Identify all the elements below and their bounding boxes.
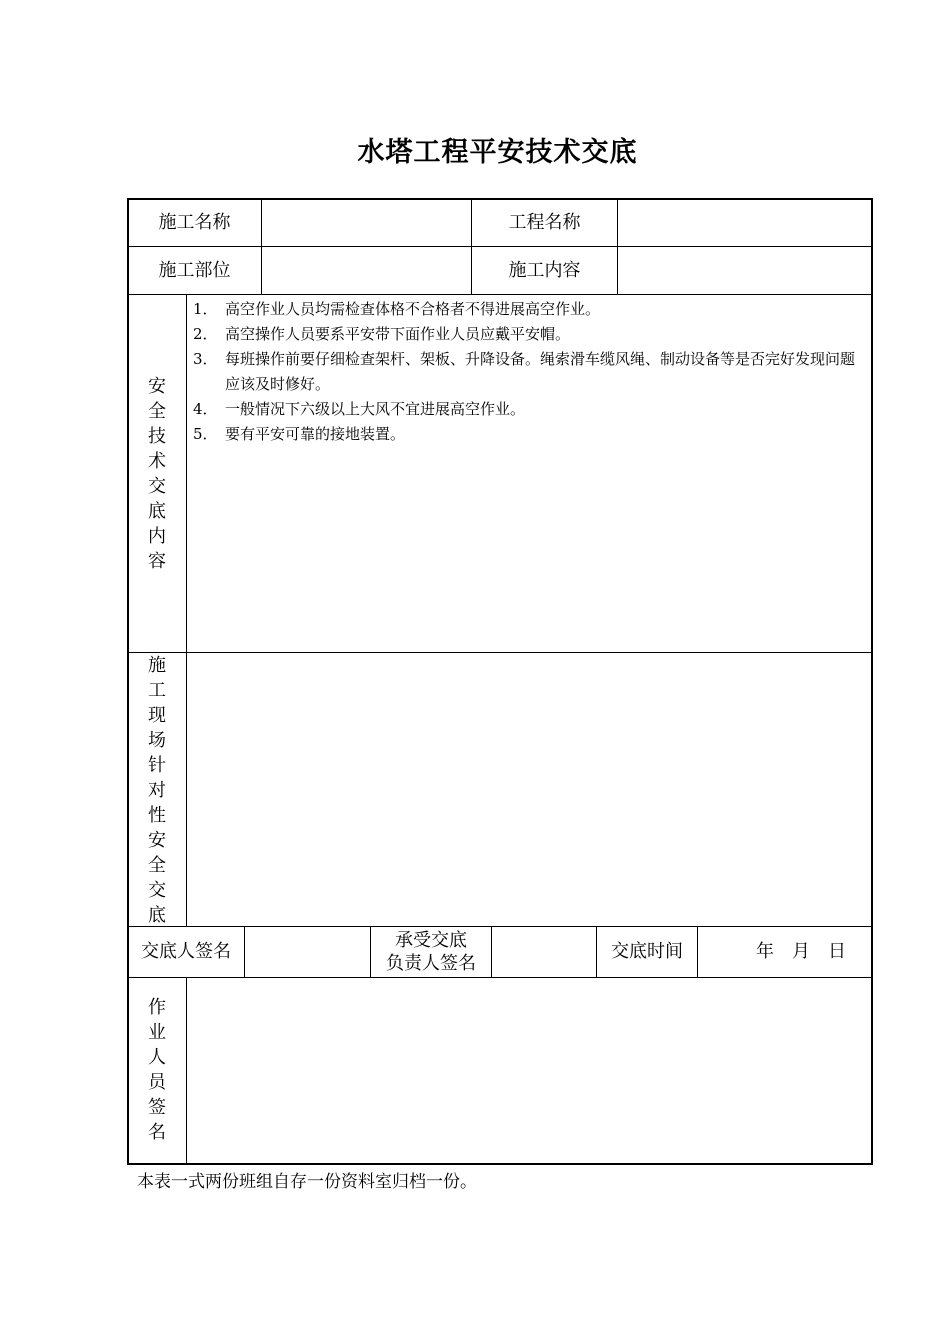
safety-item: 1． 高空作业人员均需检查体格不合格者不得进展高空作业。 bbox=[193, 300, 601, 318]
site-section-content[interactable] bbox=[187, 653, 872, 926]
vertical-label-char: 针 bbox=[148, 755, 166, 776]
safety-items-list bbox=[193, 297, 868, 447]
project-name-label: 工程名称 bbox=[508, 211, 581, 233]
safety-section-label bbox=[128, 374, 186, 574]
safety-item: 4． 一般情况下六级以上大风不宜进展高空作业。 bbox=[193, 400, 526, 418]
construction-part-label: 施工部位 bbox=[158, 259, 231, 281]
footer-note: 本表一式两份班组自存一份资料室归档一份。 bbox=[137, 1172, 477, 1192]
document-title: 水塔工程平安技术交底 bbox=[357, 137, 638, 168]
vertical-label-char: 签 bbox=[148, 1097, 166, 1118]
construction-content-label: 施工内容 bbox=[508, 259, 581, 281]
safety-item: 3． 每班操作前要仔细检查架杆、架板、升降设备。绳索滑车缆风绳、制动设备等是否完好发现问题应该及时修好。 bbox=[193, 350, 856, 393]
vertical-label-char: 术 bbox=[148, 451, 166, 472]
vertical-label-char: 场 bbox=[148, 730, 166, 751]
site-section-label bbox=[128, 653, 186, 928]
vertical-label-char: 名 bbox=[148, 1122, 166, 1143]
vertical-label-char: 容 bbox=[148, 551, 166, 572]
construction-content-field[interactable] bbox=[618, 247, 872, 294]
project-name-field[interactable] bbox=[618, 199, 872, 246]
vertical-label-char: 工 bbox=[148, 680, 166, 701]
vertical-label-char: 业 bbox=[148, 1022, 166, 1043]
vertical-label-char: 内 bbox=[148, 526, 166, 547]
vertical-label-char: 安 bbox=[148, 830, 166, 851]
vertical-label-char: 对 bbox=[148, 780, 166, 801]
safety-item: 5． 要有平安可靠的接地装置。 bbox=[193, 425, 406, 443]
vertical-label-char: 作 bbox=[148, 997, 166, 1018]
receiver-signature-field[interactable] bbox=[492, 927, 596, 977]
vertical-label-char: 人 bbox=[148, 1047, 166, 1068]
workers-section-label bbox=[128, 995, 186, 1145]
vertical-label-char: 技 bbox=[148, 426, 166, 447]
briefer-label: 交底人签名 bbox=[141, 941, 231, 963]
construction-part-field[interactable] bbox=[262, 247, 471, 294]
vertical-label-char: 底 bbox=[148, 905, 166, 926]
vertical-label-char: 交 bbox=[148, 880, 166, 901]
vertical-label-char: 安 bbox=[148, 376, 166, 397]
workers-signature-area[interactable] bbox=[187, 978, 872, 1163]
vertical-label-char: 交 bbox=[148, 476, 166, 497]
construction-name-label: 施工名称 bbox=[158, 211, 231, 233]
row-divider bbox=[128, 294, 872, 295]
vertical-label-char: 现 bbox=[148, 705, 166, 726]
receiver-label: 承受交底 负责人签名 bbox=[386, 930, 476, 974]
briefer-signature-field[interactable] bbox=[245, 927, 370, 977]
vertical-label-char: 施 bbox=[148, 655, 166, 676]
safety-item: 2． 高空操作人员要系平安带下面作业人员应戴平安帽。 bbox=[193, 325, 571, 343]
vertical-label-char: 全 bbox=[148, 401, 166, 422]
construction-name-field[interactable] bbox=[262, 199, 471, 246]
briefing-date-field[interactable]: 年 月 日 bbox=[756, 941, 846, 963]
vertical-label-char: 员 bbox=[148, 1072, 166, 1093]
vertical-label-char: 底 bbox=[148, 501, 166, 522]
vertical-label-char: 全 bbox=[148, 855, 166, 876]
vertical-label-char: 性 bbox=[148, 805, 166, 826]
briefing-time-label: 交底时间 bbox=[611, 941, 683, 963]
